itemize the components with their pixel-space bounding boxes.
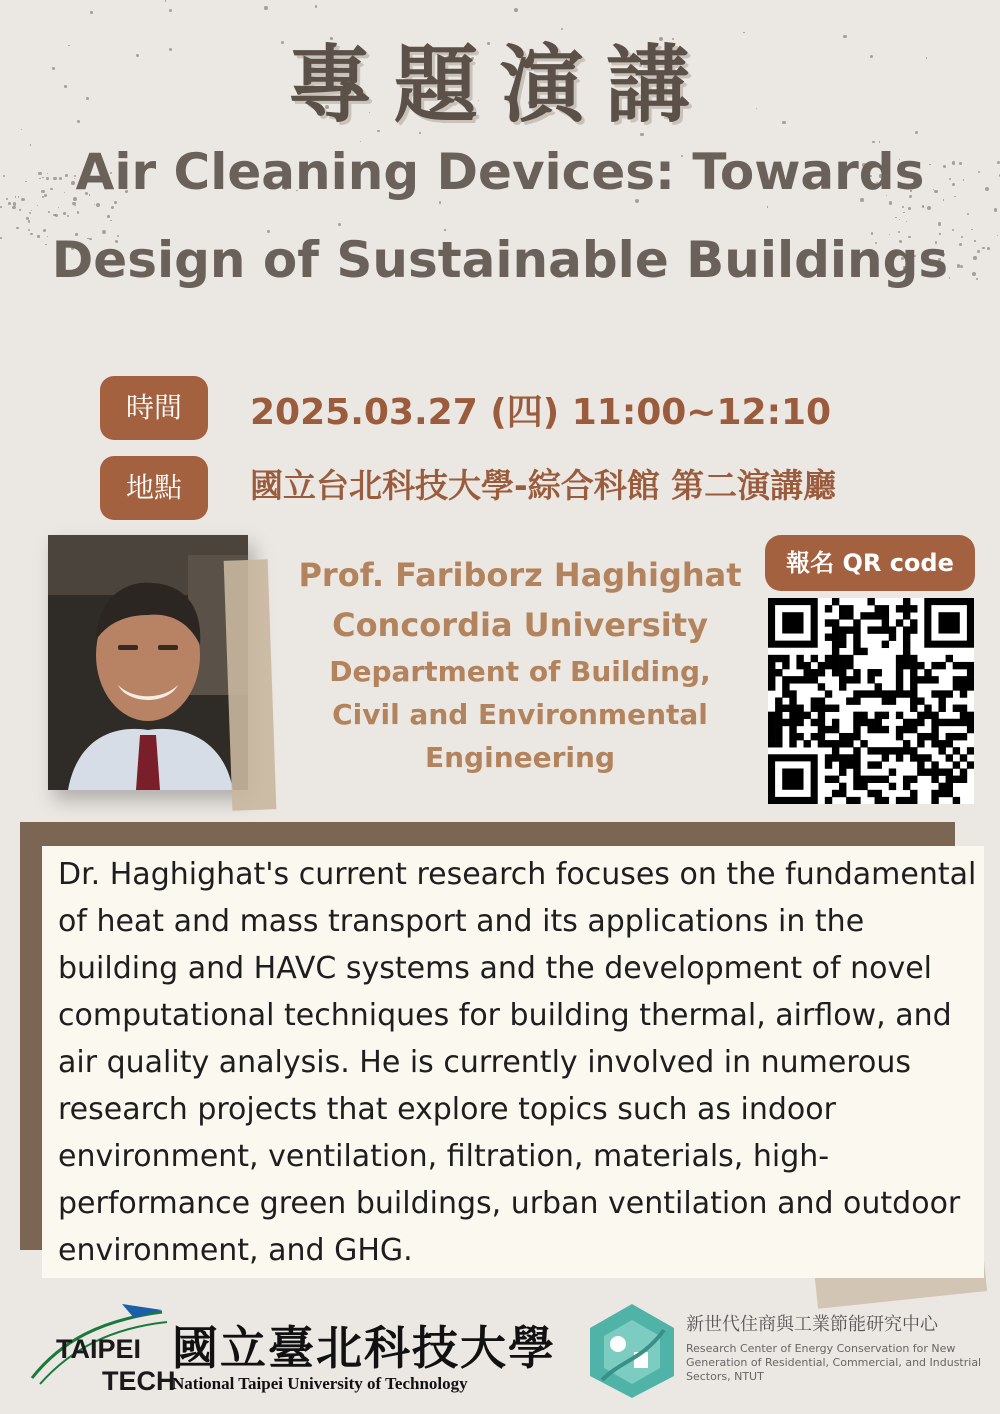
speaker-department-line2: Civil and Environmental [332, 698, 708, 731]
speck [994, 208, 998, 212]
speck [15, 196, 17, 198]
place-label-pill: 地點 [100, 456, 208, 520]
registration-label: 報名 QR code [765, 535, 975, 591]
speck [6, 198, 8, 200]
time-value: 2025.03.27 (四) 11:00~12:10 [250, 392, 832, 433]
speck [18, 196, 19, 197]
speaker-bio: Dr. Haghighat's current research focuses on the fundamental of heat and mass transport and its applications in the building and HAVC systems and the development of novel computational techniques for building thermal, airflow, and air quality analysis. He is currently involved in numerous research projects that explore topics such as indoor environment, ventilation, filtration, materials, high-performance green buildings, urban ventilation and outdoor environment, and GHG. [58, 857, 977, 1268]
time-label-pill: 時間 [100, 376, 208, 440]
speaker-department-line3: Engineering [425, 741, 615, 774]
speck [514, 8, 518, 12]
research-center-logo [582, 1300, 982, 1400]
speck [982, 247, 984, 249]
logo-taipei-text: TAIPEI [56, 1334, 142, 1364]
speaker-name: Prof. Fariborz Haghighat [298, 556, 742, 594]
speck [16, 227, 19, 230]
speck [12, 206, 15, 209]
speck [3, 175, 5, 177]
speck [90, 11, 92, 13]
talk-title: Air Cleaning Devices: Towards Design of Sustainable Buildings [51, 143, 949, 289]
speaker-department-line1: Department of Building, [329, 655, 711, 688]
speck [264, 6, 268, 10]
speck [8, 202, 11, 205]
speck [987, 247, 990, 250]
speck [0, 206, 2, 208]
speck [0, 237, 2, 239]
speaker-university: Concordia University [332, 606, 708, 644]
event-title-zh: 專題演講 [287, 36, 712, 134]
logo-tech-text: TECH [102, 1366, 176, 1396]
speck [169, 9, 172, 12]
university-name-zh: 國立臺北科技大學 [172, 1321, 556, 1375]
tape-strip [224, 559, 277, 810]
speaker-photo [48, 535, 248, 790]
speck [997, 235, 998, 236]
registration-qr-code[interactable] [768, 598, 974, 804]
place-value: 國立台北科技大學-綜合科館 第二演講廳 [250, 466, 837, 505]
speck [315, 5, 318, 8]
research-center-name-en: Research Center of Energy Conservation for New Generation of Residential, Commercial, and Industrial Sectors, NTUT [686, 1342, 982, 1383]
research-center-name-zh: 新世代住商與工業節能研究中心 [686, 1314, 938, 1335]
speaker-info [270, 550, 770, 779]
ntut-logo [22, 1300, 582, 1400]
speck [165, 0, 166, 1]
speck [985, 187, 989, 191]
university-name-en: National Taipei University of Technology [172, 1374, 468, 1393]
